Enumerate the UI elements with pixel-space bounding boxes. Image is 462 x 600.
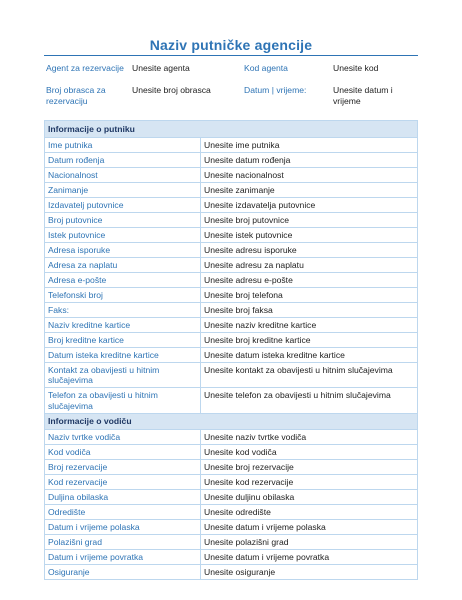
field-value[interactable]: Unesite naziv kreditne kartice: [201, 317, 418, 332]
date-time-label: Datum | vrijeme:: [244, 85, 307, 95]
field-value[interactable]: Unesite odredište: [201, 505, 418, 520]
table-row: [45, 137, 418, 152]
table-row: [45, 430, 418, 445]
field-value[interactable]: Unesite polazišni grad: [201, 535, 418, 550]
agent-value-field[interactable]: Unesite agenta: [132, 63, 190, 73]
field-label: Datum i vrijeme povratka: [45, 550, 201, 565]
agent-code-label: Kod agenta: [244, 63, 288, 73]
section-heading: Informacije o vodiču: [45, 413, 418, 430]
field-label: Polazišni grad: [45, 535, 201, 550]
field-value[interactable]: Unesite broj telefona: [201, 287, 418, 302]
table-row: [45, 287, 418, 302]
table-row: [45, 302, 418, 317]
field-label: Adresa isporuke: [45, 242, 201, 257]
field-value[interactable]: Unesite izdavatelja putovnice: [201, 197, 418, 212]
table-row: [45, 565, 418, 580]
field-value[interactable]: Unesite telefon za obavijesti u hitnim slučajevima: [201, 388, 418, 414]
field-label: Datum i vrijeme polaska: [45, 520, 201, 535]
page-title: Naziv putničke agencije: [149, 37, 313, 53]
table-row: [45, 520, 418, 535]
section-heading-row: [45, 121, 418, 138]
title-divider: [44, 55, 418, 56]
header-row: [44, 63, 418, 85]
section-heading: Informacije o putniku: [45, 121, 418, 138]
table-row: [45, 227, 418, 242]
table-row: [45, 362, 418, 388]
field-label: Telefonski broj: [45, 287, 201, 302]
field-value[interactable]: Unesite adresu isporuke: [201, 242, 418, 257]
field-value[interactable]: Unesite datum rođenja: [201, 152, 418, 167]
field-value[interactable]: Unesite broj faksa: [201, 302, 418, 317]
field-label: Datum rođenja: [45, 152, 201, 167]
header-row: [44, 85, 418, 107]
field-label: Broj kreditne kartice: [45, 332, 201, 347]
field-value[interactable]: Unesite naziv tvrtke vodiča: [201, 430, 418, 445]
table-row: [45, 475, 418, 490]
table-row: [45, 535, 418, 550]
field-label: Istek putovnice: [45, 227, 201, 242]
field-label: Izdavatelj putovnice: [45, 197, 201, 212]
field-label: Adresa za naplatu: [45, 257, 201, 272]
table-row: [45, 347, 418, 362]
field-value[interactable]: Unesite adresu e-pošte: [201, 272, 418, 287]
field-label: Broj putovnice: [45, 212, 201, 227]
table-row: [45, 182, 418, 197]
table-row: [45, 332, 418, 347]
form-number-label: Broj obrasca za rezervaciju: [46, 85, 106, 106]
field-value[interactable]: Unesite kontakt za obavijesti u hitnim slučajevima: [201, 362, 418, 388]
field-label: Nacionalnost: [45, 167, 201, 182]
table-row: [45, 490, 418, 505]
field-label: Ime putnika: [45, 137, 201, 152]
field-value[interactable]: Unesite zanimanje: [201, 182, 418, 197]
table-row: [45, 317, 418, 332]
field-value[interactable]: Unesite duljinu obilaska: [201, 490, 418, 505]
table-row: [45, 272, 418, 287]
field-label: Naziv tvrtke vodiča: [45, 430, 201, 445]
agent-label: Agent za rezervacije: [46, 63, 124, 73]
table-row: [45, 197, 418, 212]
table-row: [45, 550, 418, 565]
table-row: [45, 212, 418, 227]
field-value[interactable]: Unesite broj putovnice: [201, 212, 418, 227]
field-value[interactable]: Unesite adresu za naplatu: [201, 257, 418, 272]
field-value[interactable]: Unesite kod vodiča: [201, 445, 418, 460]
field-value[interactable]: Unesite datum i vrijeme povratka: [201, 550, 418, 565]
form-number-field[interactable]: Unesite broj obrasca: [132, 85, 211, 95]
booking-header: [44, 63, 418, 107]
table-row: [45, 167, 418, 182]
field-label: Duljina obilaska: [45, 490, 201, 505]
field-label: Faks:: [45, 302, 201, 317]
field-value[interactable]: Unesite ime putnika: [201, 137, 418, 152]
table-row: [45, 152, 418, 167]
table-row: [45, 242, 418, 257]
table-row: [45, 257, 418, 272]
table-row: [45, 460, 418, 475]
field-label: Broj rezervacije: [45, 460, 201, 475]
field-value[interactable]: Unesite broj kreditne kartice: [201, 332, 418, 347]
table-row: [45, 505, 418, 520]
field-label: Zanimanje: [45, 182, 201, 197]
field-label: Telefon za obavijesti u hitnim slučajevima: [45, 388, 201, 414]
info-table: [44, 120, 418, 580]
field-value[interactable]: Unesite nacionalnost: [201, 167, 418, 182]
table-row: [45, 388, 418, 414]
field-label: Odredište: [45, 505, 201, 520]
field-label: Naziv kreditne kartice: [45, 317, 201, 332]
field-label: Kod rezervacije: [45, 475, 201, 490]
field-label: Kontakt za obavijesti u hitnim slučajevima: [45, 362, 201, 388]
field-label: Datum isteka kreditne kartice: [45, 347, 201, 362]
field-value[interactable]: Unesite osiguranje: [201, 565, 418, 580]
table-row: [45, 445, 418, 460]
agent-code-field[interactable]: Unesite kod: [333, 63, 379, 73]
field-value[interactable]: Unesite datum isteka kreditne kartice: [201, 347, 418, 362]
field-value[interactable]: Unesite broj rezervacije: [201, 460, 418, 475]
field-value[interactable]: Unesite datum i vrijeme polaska: [201, 520, 418, 535]
field-value[interactable]: Unesite istek putovnice: [201, 227, 418, 242]
field-label: Kod vodiča: [45, 445, 201, 460]
field-value[interactable]: Unesite kod rezervacije: [201, 475, 418, 490]
section-heading-row: [45, 413, 418, 430]
field-label: Adresa e-pošte: [45, 272, 201, 287]
date-time-field[interactable]: Unesite datum i vrijeme: [333, 85, 393, 106]
field-label: Osiguranje: [45, 565, 201, 580]
